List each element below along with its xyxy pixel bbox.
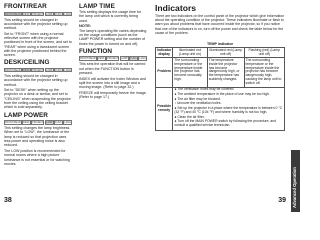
menu-tab: FUNC [55,12,62,16]
intro-paragraph: There are two indicators on the control panel of the projector which give information about the operating condition of the projector. These indicators illuminate or flash to warn you about problems that have occurred inside the projector, so if you notice that one of the indicators is on, turn off the power and check the table below for the cause of the problem. [155,14,285,35]
paragraph: This setting should be changed in accordance with the projector setting up method. [4,73,68,87]
menu-tab: PROJECT [107,57,119,61]
remedy-text: Turn off the MAIN POWER switch by following the procedure, and consult a qualified service technician. [174,119,277,128]
paragraph: INDEX will activate the Index Window and split the screen into a still image and a moving image. (Refer to page 32.) [79,76,146,90]
menu-tab: FUNC [55,121,62,125]
menu-tab: FRONT/REAR [80,57,96,61]
paragraph: The LOW position is recommended for normal rooms where a high picture luminance is not essential or for watching movies. [4,148,70,166]
desk-ceiling-section [4,59,72,109]
paragraph: FREEZE will temporarily freeze the image. (Refer to page 17.) [79,90,147,100]
menu-tab: PROJECT [32,12,44,16]
remedy-text: Uncover the ventilation holes. [176,101,222,106]
page-number: 39 [278,197,286,204]
menu-strip [4,68,72,73]
table-cell: The surrounding temperature or the temperature inside the projector has become dangerously high, causing the lamp unit to switch off. [244,58,284,88]
remedy-text: The ventilation holes may be covered. [177,87,235,92]
remedy-text: Clean the air filter. [177,114,205,119]
lamp-power-section [4,112,72,166]
note-label: NOTE: [79,23,92,29]
menu-tab: PROJECT [32,68,44,72]
menu-tab: PROJECT [32,121,44,125]
menu-strip [4,12,72,17]
menu-tab: LANG [64,12,71,16]
section-title: FRONT/REAR [4,3,47,10]
menu-tab: LAMP [46,68,53,72]
table-cell: Flashing (red) (Lamp unit off) [244,48,284,58]
table-caption: TEMP indicator [156,42,285,48]
menu-tab: FRONT/REAR [5,68,21,72]
list-item: ● Clean the air filter. [174,114,205,119]
list-item: ● Set up the projector in a place where the temperature is between 0 °C (32 °F) and 40 °C (104 °F) and where humidity is not too high. [174,106,283,114]
list-item: ● Turn off the MAIN POWER switch by following the procedure, and consult a qualified service technician. [174,119,277,128]
paragraph: Set to "DESK" when setting up the projector on a desk or similar, and set to "CEILING" when suspending the projector from the ceiling using the ceiling bracket which is sold separately. [4,88,71,110]
section-side-tab [291,150,300,212]
menu-tab: DESK [23,121,30,125]
left-column [4,3,72,167]
table-row [156,58,285,88]
section-title: FUNCTION [79,47,113,55]
paragraph: This setting changes the lamp brightness. When set to "LOW", the luminance of the lamp is reduced so that projection uses less power and operating noise is also reduced. [4,126,71,148]
menu-tab: LANG [64,68,71,72]
remedy-text: The air filter may be blocked. [177,96,221,101]
menu-strip [4,120,72,125]
table-cell: Illuminated red (Lamp unit on) [173,48,207,58]
section-title: DESK/CEILING [4,59,50,67]
menu-tab: DESK [98,57,105,61]
list-item: ● The air filter may be blocked. [174,96,221,101]
section-body [4,18,72,58]
row-label: Problem [156,58,173,88]
row-label: Possible remedy [156,87,173,130]
paragraph: This sets the operation that will be carried out when the FUNCTION button is pressed. [79,62,146,75]
paragraph: This setting should be changed in accordance with the projector setting up method. [4,17,68,31]
table-row [156,87,285,130]
table-cell: Illuminated red (Lamp unit off) [209,47,243,56]
right-column [79,3,147,101]
table-cell: The surrounding temperature or the temperature inside the projector has become unusually high. [173,58,207,88]
list-item: ● The ambient temperature in the place of use may be too high. [174,91,270,96]
paragraph: Set to "FRONT" when using a normal reflective screen with the projector positioned in front of the screen, and set to "REAR" when using a translucent screen with the projector positioned behind the screen. [4,31,72,58]
temp-indicator-table [155,42,285,131]
menu-tab: LANG [64,121,71,125]
section-body [79,10,147,46]
remedy-text: The ambient temperature in the place of use may be too high. [177,91,270,96]
front-rear-section [4,3,72,57]
page-title: Indicators [155,3,197,13]
menu-tab: FRONT/REAR [5,12,21,16]
section-title: LAMP TIME [79,3,115,10]
section-body [4,126,72,166]
paragraph: This setting displays the usage time for the lamp unit which is currently being used. [79,10,142,23]
menu-tab: FUNC [130,57,137,61]
menu-tab: LAMP [46,12,53,16]
page-number: 38 [4,197,12,204]
function-section [79,48,147,99]
menu-strip [79,56,147,61]
side-tab-label: Advanced Operation [292,167,297,208]
lamp-time-section [79,3,147,46]
menu-tab: FUNC [55,68,62,72]
table-cell: The temperature inside the projector has become dangerously high, or the temperature has suddenly changed. [207,58,244,88]
section-title: LAMP POWER [4,111,48,119]
remedy-text: Set up the projector in a place where the temperature is between 0 °C (32 °F) and 40 °C (104 °F) and where humidity is not too high. [174,106,283,114]
menu-tab: DESK [23,12,30,16]
row-label: Indicator display [157,47,172,56]
table-row [156,48,285,58]
menu-tab: LANG [139,57,146,61]
note-text: The lamp's operating life varies depending on the usage conditions (such as the LAMP POWER setting and the number of times the power is turned on and off). [79,28,147,46]
menu-tab: FRONT/REAR [5,121,21,125]
section-body [4,74,72,110]
remedy-cell [173,87,285,130]
menu-tab: DESK [23,68,30,72]
left-page [0,0,150,212]
section-body [79,62,147,99]
list-item: ↓ Uncover the ventilation holes. [174,101,222,106]
list-item: ● The ventilation holes may be covered. [174,87,235,92]
menu-tab: LAMP [121,57,128,61]
menu-tab: LAMP [46,121,53,125]
